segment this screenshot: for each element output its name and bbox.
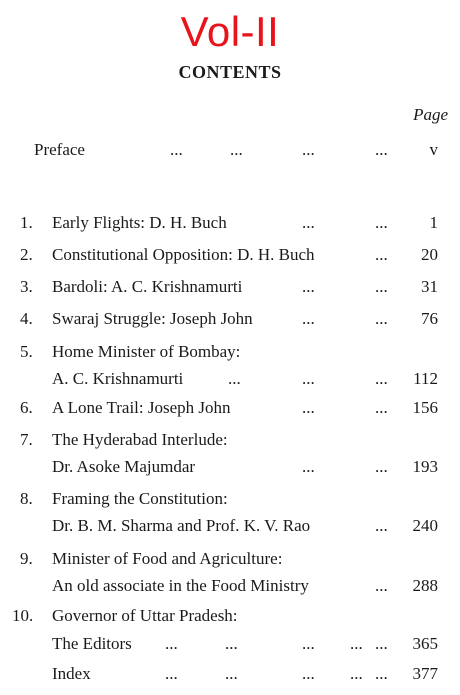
toc-row-continuation bbox=[0, 574, 460, 598]
leader-dots: ... bbox=[350, 634, 363, 653]
chapter-title: A Lone Trail: Joseph John bbox=[52, 398, 231, 417]
chapter-author: An old associate in the Food Ministry bbox=[52, 576, 309, 595]
leader-dots: ... bbox=[375, 213, 388, 232]
page-column-heading: Page bbox=[413, 105, 448, 124]
leader-dots: ... bbox=[165, 634, 178, 653]
chapter-number: 8. bbox=[20, 489, 33, 508]
toc-row-continuation bbox=[0, 367, 460, 391]
chapter-number: 1. bbox=[20, 213, 33, 232]
leader-dots: ... bbox=[302, 398, 315, 417]
chapter-author: A. C. Krishnamurti bbox=[52, 369, 184, 388]
page-number: 1 bbox=[429, 213, 438, 232]
page-number: 240 bbox=[412, 516, 438, 535]
chapter-title: Framing the Constitution: bbox=[52, 489, 228, 508]
toc-row-continuation bbox=[0, 455, 460, 479]
leader-dots: ... bbox=[375, 309, 388, 328]
chapter-title: Bardoli: A. C. Krishnamurti bbox=[52, 277, 243, 296]
toc-row-continuation bbox=[0, 514, 460, 538]
leader-dots: ... bbox=[302, 664, 315, 683]
chapter-title: Swaraj Struggle: Joseph John bbox=[52, 309, 253, 328]
toc-row bbox=[0, 340, 460, 364]
leader-dots: ... bbox=[302, 213, 315, 232]
chapter-number: 2. bbox=[20, 245, 33, 264]
index-title: Index bbox=[52, 664, 91, 683]
toc-row bbox=[0, 487, 460, 511]
chapter-number: 4. bbox=[20, 309, 33, 328]
leader-dots: ... bbox=[225, 634, 238, 653]
page-number: v bbox=[429, 140, 438, 159]
leader-dots: ... bbox=[375, 277, 388, 296]
page-number: 377 bbox=[412, 664, 438, 683]
toc-row bbox=[0, 396, 460, 420]
page-number: 365 bbox=[412, 634, 438, 653]
leader-dots: ... bbox=[375, 516, 388, 535]
leader-dots: ... bbox=[302, 457, 315, 476]
page-number: 31 bbox=[421, 277, 438, 296]
chapter-number: 6. bbox=[20, 398, 33, 417]
leader-dots: ... bbox=[165, 664, 178, 683]
leader-dots: ... bbox=[302, 277, 315, 296]
leader-dots: ... bbox=[225, 664, 238, 683]
chapter-number: 7. bbox=[20, 430, 33, 449]
leader-dots: ... bbox=[375, 245, 388, 264]
chapter-title: Early Flights: D. H. Buch bbox=[52, 213, 227, 232]
page-number: 288 bbox=[412, 576, 438, 595]
leader-dots: ... bbox=[302, 140, 315, 159]
leader-dots: ... bbox=[375, 398, 388, 417]
leader-dots: ... bbox=[375, 140, 388, 159]
page-number: 76 bbox=[421, 309, 438, 328]
chapter-author: Dr. Asoke Majumdar bbox=[52, 457, 196, 476]
toc-row bbox=[0, 211, 460, 235]
chapter-author: The Editors bbox=[52, 634, 132, 653]
toc-row bbox=[0, 428, 460, 452]
toc-row bbox=[0, 547, 460, 571]
leader-dots: ... bbox=[375, 634, 388, 653]
chapter-author: Dr. B. M. Sharma and Prof. K. V. Rao bbox=[52, 516, 311, 535]
chapter-title: The Hyderabad Interlude: bbox=[52, 430, 228, 449]
toc-row bbox=[0, 604, 460, 628]
leader-dots: ... bbox=[230, 140, 243, 159]
leader-dots: ... bbox=[375, 576, 388, 595]
leader-dots: ... bbox=[228, 369, 241, 388]
chapter-number: 5. bbox=[20, 342, 33, 361]
leader-dots: ... bbox=[375, 457, 388, 476]
leader-dots: ... bbox=[375, 369, 388, 388]
page-number: 156 bbox=[412, 398, 438, 417]
toc-row bbox=[0, 243, 460, 267]
leader-dots: ... bbox=[302, 634, 315, 653]
leader-dots: ... bbox=[302, 309, 315, 328]
leader-dots: ... bbox=[350, 664, 363, 683]
page-number: 20 bbox=[421, 245, 438, 264]
volume-title: Vol-II bbox=[180, 8, 280, 55]
toc-row bbox=[0, 662, 460, 686]
chapter-number: 3. bbox=[20, 277, 33, 296]
preface-title: Preface bbox=[34, 140, 85, 159]
chapter-title: Minister of Food and Agriculture: bbox=[52, 549, 283, 568]
chapter-number: 9. bbox=[20, 549, 33, 568]
toc-row bbox=[0, 307, 460, 331]
chapter-title: Home Minister of Bombay: bbox=[52, 342, 241, 361]
preface-row bbox=[0, 138, 460, 162]
chapter-title: Governor of Uttar Pradesh: bbox=[52, 606, 238, 625]
leader-dots: ... bbox=[170, 140, 183, 159]
page-number: 112 bbox=[413, 369, 438, 388]
leader-dots: ... bbox=[375, 664, 388, 683]
contents-heading: CONTENTS bbox=[178, 62, 282, 82]
page-number: 193 bbox=[412, 457, 438, 476]
chapter-number: 10. bbox=[12, 606, 34, 625]
chapter-title: Constitutional Opposition: D. H. Buch bbox=[52, 245, 315, 264]
toc-row-continuation bbox=[0, 632, 460, 656]
leader-dots: ... bbox=[302, 369, 315, 388]
toc-row bbox=[0, 275, 460, 299]
